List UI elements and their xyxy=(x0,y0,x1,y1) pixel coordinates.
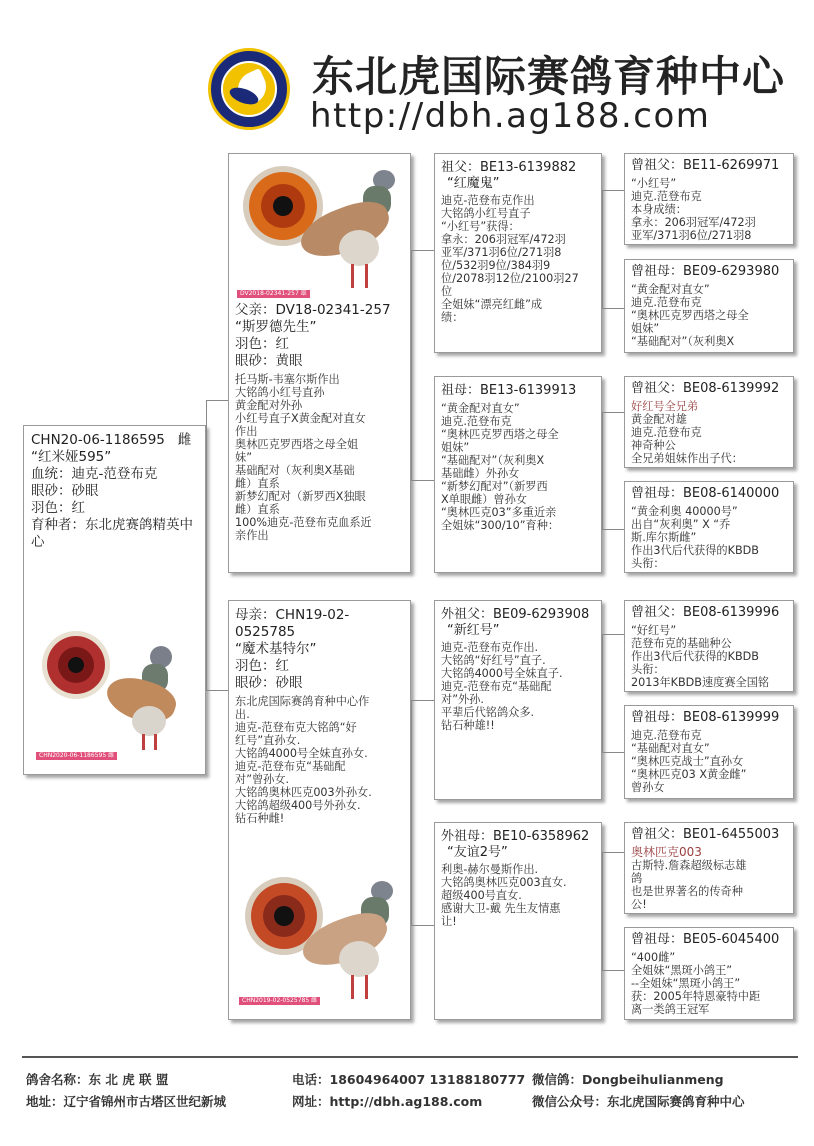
great-grandparent-description: “400雌” 全姐妹“黑斑小鸽王” --全姐妹“黑斑小鸽王” 获：2005年特恩豪特中距 离一类鸽王冠军 xyxy=(631,951,761,1016)
sire-description: 托马斯-韦塞尔斯作出 大铭鸽小红号直孙 黄金配对外孙 小红号直子X黄金配对直女 作出 奥林匹克罗西塔之母全姐 妹” 基础配对（灰利奥X基础 雌）直系 新梦幻配对（新罗西X独眼 雌）直系 100%迪克-范登布克血系近 亲作出 xyxy=(235,373,372,542)
grandparent-card xyxy=(434,376,602,573)
dam-ring: 母亲：CHN19-02-0525785 xyxy=(235,607,350,640)
great-grandparent-ring: 曾祖父：BE08-6139992 xyxy=(631,381,780,396)
footer-website[interactable]: 网址：http://dbh.ag188.com xyxy=(292,1094,483,1109)
great-grandparent-description: “好红号” 范登布克的基础种公 作出3代后代获得的KBDB 头衔： 2013年KBDB速度赛全国铭 xyxy=(631,624,770,689)
dam-description: 东北虎国际赛鸽育种中心作 出. 迪克-范登布克大铭鸽“好 红号”直孙女. 大铭鸽4000号全妹直孙女. 迪克-范登布克“基础配 对”曾孙女. 大铭鸽奥林匹克003外孙女. 大铭鸽超级400号外孙女. 钻石种雌! xyxy=(235,695,372,825)
connector xyxy=(602,634,603,752)
subject-ring: CHN20-06-1186595 雌 xyxy=(31,432,192,448)
great-grandparent-card xyxy=(624,927,794,1020)
dam-color: 羽色：红 xyxy=(235,658,289,674)
subject-photo xyxy=(32,626,200,766)
connector xyxy=(602,308,624,309)
sire-card xyxy=(228,153,411,573)
dam-name: “魔术基特尔” xyxy=(235,641,317,657)
connector xyxy=(411,250,412,480)
connector xyxy=(411,925,434,926)
connector xyxy=(411,250,434,251)
sire-photo xyxy=(235,160,405,298)
great-grandparent-ring: 曾祖父：BE01-6455003 xyxy=(631,827,780,842)
connector xyxy=(602,752,624,753)
connector xyxy=(411,700,434,701)
grandparent-card xyxy=(434,600,602,800)
connector xyxy=(602,970,624,971)
eye-icon xyxy=(42,631,110,699)
great-grandparent-card xyxy=(624,600,794,692)
great-grandparent-card xyxy=(624,153,794,245)
great-grandparent-description: 奥林匹克003 古斯特.詹森超级标志雄 鸽 也是世界著名的传奇种 公! xyxy=(631,845,747,911)
grandparent-ring: 祖母：BE13-6139913 xyxy=(441,383,577,398)
sire-ring: 父亲：DV18-02341-257 xyxy=(235,302,391,318)
great-grandparent-description: “黄金利奥 40000号” 出自“灰利奥” X “乔 斯.库尔斯雌” 作出3代后代获得的KBDB 头衔： xyxy=(631,505,759,570)
connector xyxy=(206,690,228,691)
great-grandparent-description: “黄金配对直女” 迪克.范登布克 “奥林匹克罗西塔之母全 姐妹” “基础配对”（灰利奥X xyxy=(631,283,749,348)
great-grandparent-ring: 曾祖父：BE08-6139996 xyxy=(631,605,780,620)
subject-color: 羽色：红 xyxy=(31,500,85,516)
sire-color: 羽色：红 xyxy=(235,336,289,352)
great-grandparent-ring: 曾祖父：BE11-6269971 xyxy=(631,158,780,173)
connector xyxy=(602,190,603,308)
pigeon-image xyxy=(102,646,192,756)
footer-phone: 电话：18604964007 13188180777 xyxy=(292,1072,526,1087)
logo-emblem xyxy=(221,61,277,117)
subject-breeder: 育种者：东北虎赛鸽精英中心 xyxy=(31,517,193,550)
pigeon-image xyxy=(297,877,402,1005)
grandparent-name: “新红号” xyxy=(447,623,500,638)
great-grandparent-ring: 曾祖母：BE09-6293980 xyxy=(631,264,780,279)
dam-eye: 眼砂：砂眼 xyxy=(235,675,303,691)
great-grandparent-description: “小红号” 迪克.范登布克 本身成绩： 拿永：206羽冠军/472羽 亚军/371羽6位/271羽8 xyxy=(631,177,756,242)
site-url[interactable]: http://dbh.ag188.com xyxy=(310,96,711,136)
grandparent-card xyxy=(434,153,602,353)
great-grandparent-ring: 曾祖母：BE08-6139999 xyxy=(631,710,780,725)
grandparent-ring: 外祖母：BE10-6358962 xyxy=(441,829,590,844)
dam-tag: CHN2019-02-0525785 雌 xyxy=(239,997,320,1005)
footer-address: 地址：辽宁省锦州市古塔区世纪新城 xyxy=(26,1094,227,1109)
great-grandparent-ring: 曾祖母：BE05-6045400 xyxy=(631,932,780,947)
grandparent-description: 迪克-范登布克作出 大铭鸽小红号直子 “小红号”获得： 拿永：206羽冠军/472羽 亚军/371羽6位/271羽8 位/532羽9位/384羽9 位/2078羽12位/2100羽27 位 全姐妹“漂亮红雌”成 绩： xyxy=(441,194,579,324)
connector xyxy=(602,412,603,529)
subject-name: “红米娅595” xyxy=(31,449,112,465)
great-grandparent-card xyxy=(624,481,794,573)
sire-tag: DV2018-02341-257 雄 xyxy=(237,290,310,298)
connector xyxy=(602,634,624,635)
grandparent-description: 迪克-范登布克作出. 大铭鸽“好红号”直子. 大铭鸽4000号全妹直子. 迪克-范登布克“基础配 对”外孙. 平辈后代铭鸽众多. 钻石种雄!! xyxy=(441,641,563,732)
subject-tag: CHN2020-06-1186595 雌 xyxy=(36,752,117,760)
connector xyxy=(602,529,624,530)
great-grandparent-description: 好红号全兄弟 黄金配对雄 迪克.范登布克 神奇种公 全兄弟姐妹作出子代： xyxy=(631,400,743,465)
sire-name: “斯罗德先生” xyxy=(235,319,317,335)
grandparent-ring: 祖父：BE13-6139882 xyxy=(441,160,577,175)
great-grandparent-card xyxy=(624,705,794,799)
connector xyxy=(411,480,434,481)
dam-photo xyxy=(237,871,405,1011)
connector xyxy=(602,852,624,853)
connector xyxy=(602,190,624,191)
footer-wechat: 微信鸽：Dongbeihulianmeng xyxy=(532,1072,724,1087)
great-grandparent-card xyxy=(624,376,794,468)
connector xyxy=(602,852,603,970)
grandparent-ring: 外祖父：BE09-6293908 xyxy=(441,607,590,622)
footer-wechat-public: 微信公众号：东北虎国际赛鸽育种中心 xyxy=(532,1094,745,1109)
connector xyxy=(206,400,207,690)
page-title: 东北虎国际赛鸽育种中心 xyxy=(312,52,786,101)
logo xyxy=(208,48,290,130)
grandparent-card xyxy=(434,822,602,1020)
great-grandparent-card xyxy=(624,259,794,353)
connector xyxy=(411,700,412,925)
subject-bloodline: 血统：迪克-范登布克 xyxy=(31,466,158,482)
subject-eye: 眼砂：砂眼 xyxy=(31,483,99,499)
connector xyxy=(206,400,228,401)
subject-card xyxy=(23,425,206,775)
footer-loft-name: 鸽舍名称：东 北 虎 联 盟 xyxy=(26,1072,169,1087)
great-grandparent-ring: 曾祖母：BE08-6140000 xyxy=(631,486,780,501)
grandparent-name: “红魔鬼” xyxy=(447,176,500,191)
connector xyxy=(602,412,624,413)
grandparent-name: “友谊2号” xyxy=(447,845,508,860)
great-grandparent-description: 迪克.范登布克 “基础配对直女” “奥林匹克战士”直孙女 “奥林匹克03 X黄金雌” 曾孙女 xyxy=(631,729,747,794)
footer-divider xyxy=(22,1056,798,1058)
sire-eye: 眼砂：黄眼 xyxy=(235,353,303,369)
grandparent-description: 利奥-赫尔曼斯作出. 大铭鸽奥林匹克003直女. 超级400号直女. 感谢大卫-戴 先生友情惠 让! xyxy=(441,863,567,928)
grandparent-description: “黄金配对直女” 迪克.范登布克 “奥林匹克罗西塔之母全 姐妹” “基础配对”（灰利奥X 基础雌）外孙女 “新梦幻配对”（新罗西 X单眼雌）曾孙女 “奥林匹克03”多重近亲 全姐妹“300/10”育种： xyxy=(441,402,560,532)
pigeon-image xyxy=(295,166,405,294)
great-grandparent-card xyxy=(624,822,794,914)
dam-card xyxy=(228,600,411,1020)
